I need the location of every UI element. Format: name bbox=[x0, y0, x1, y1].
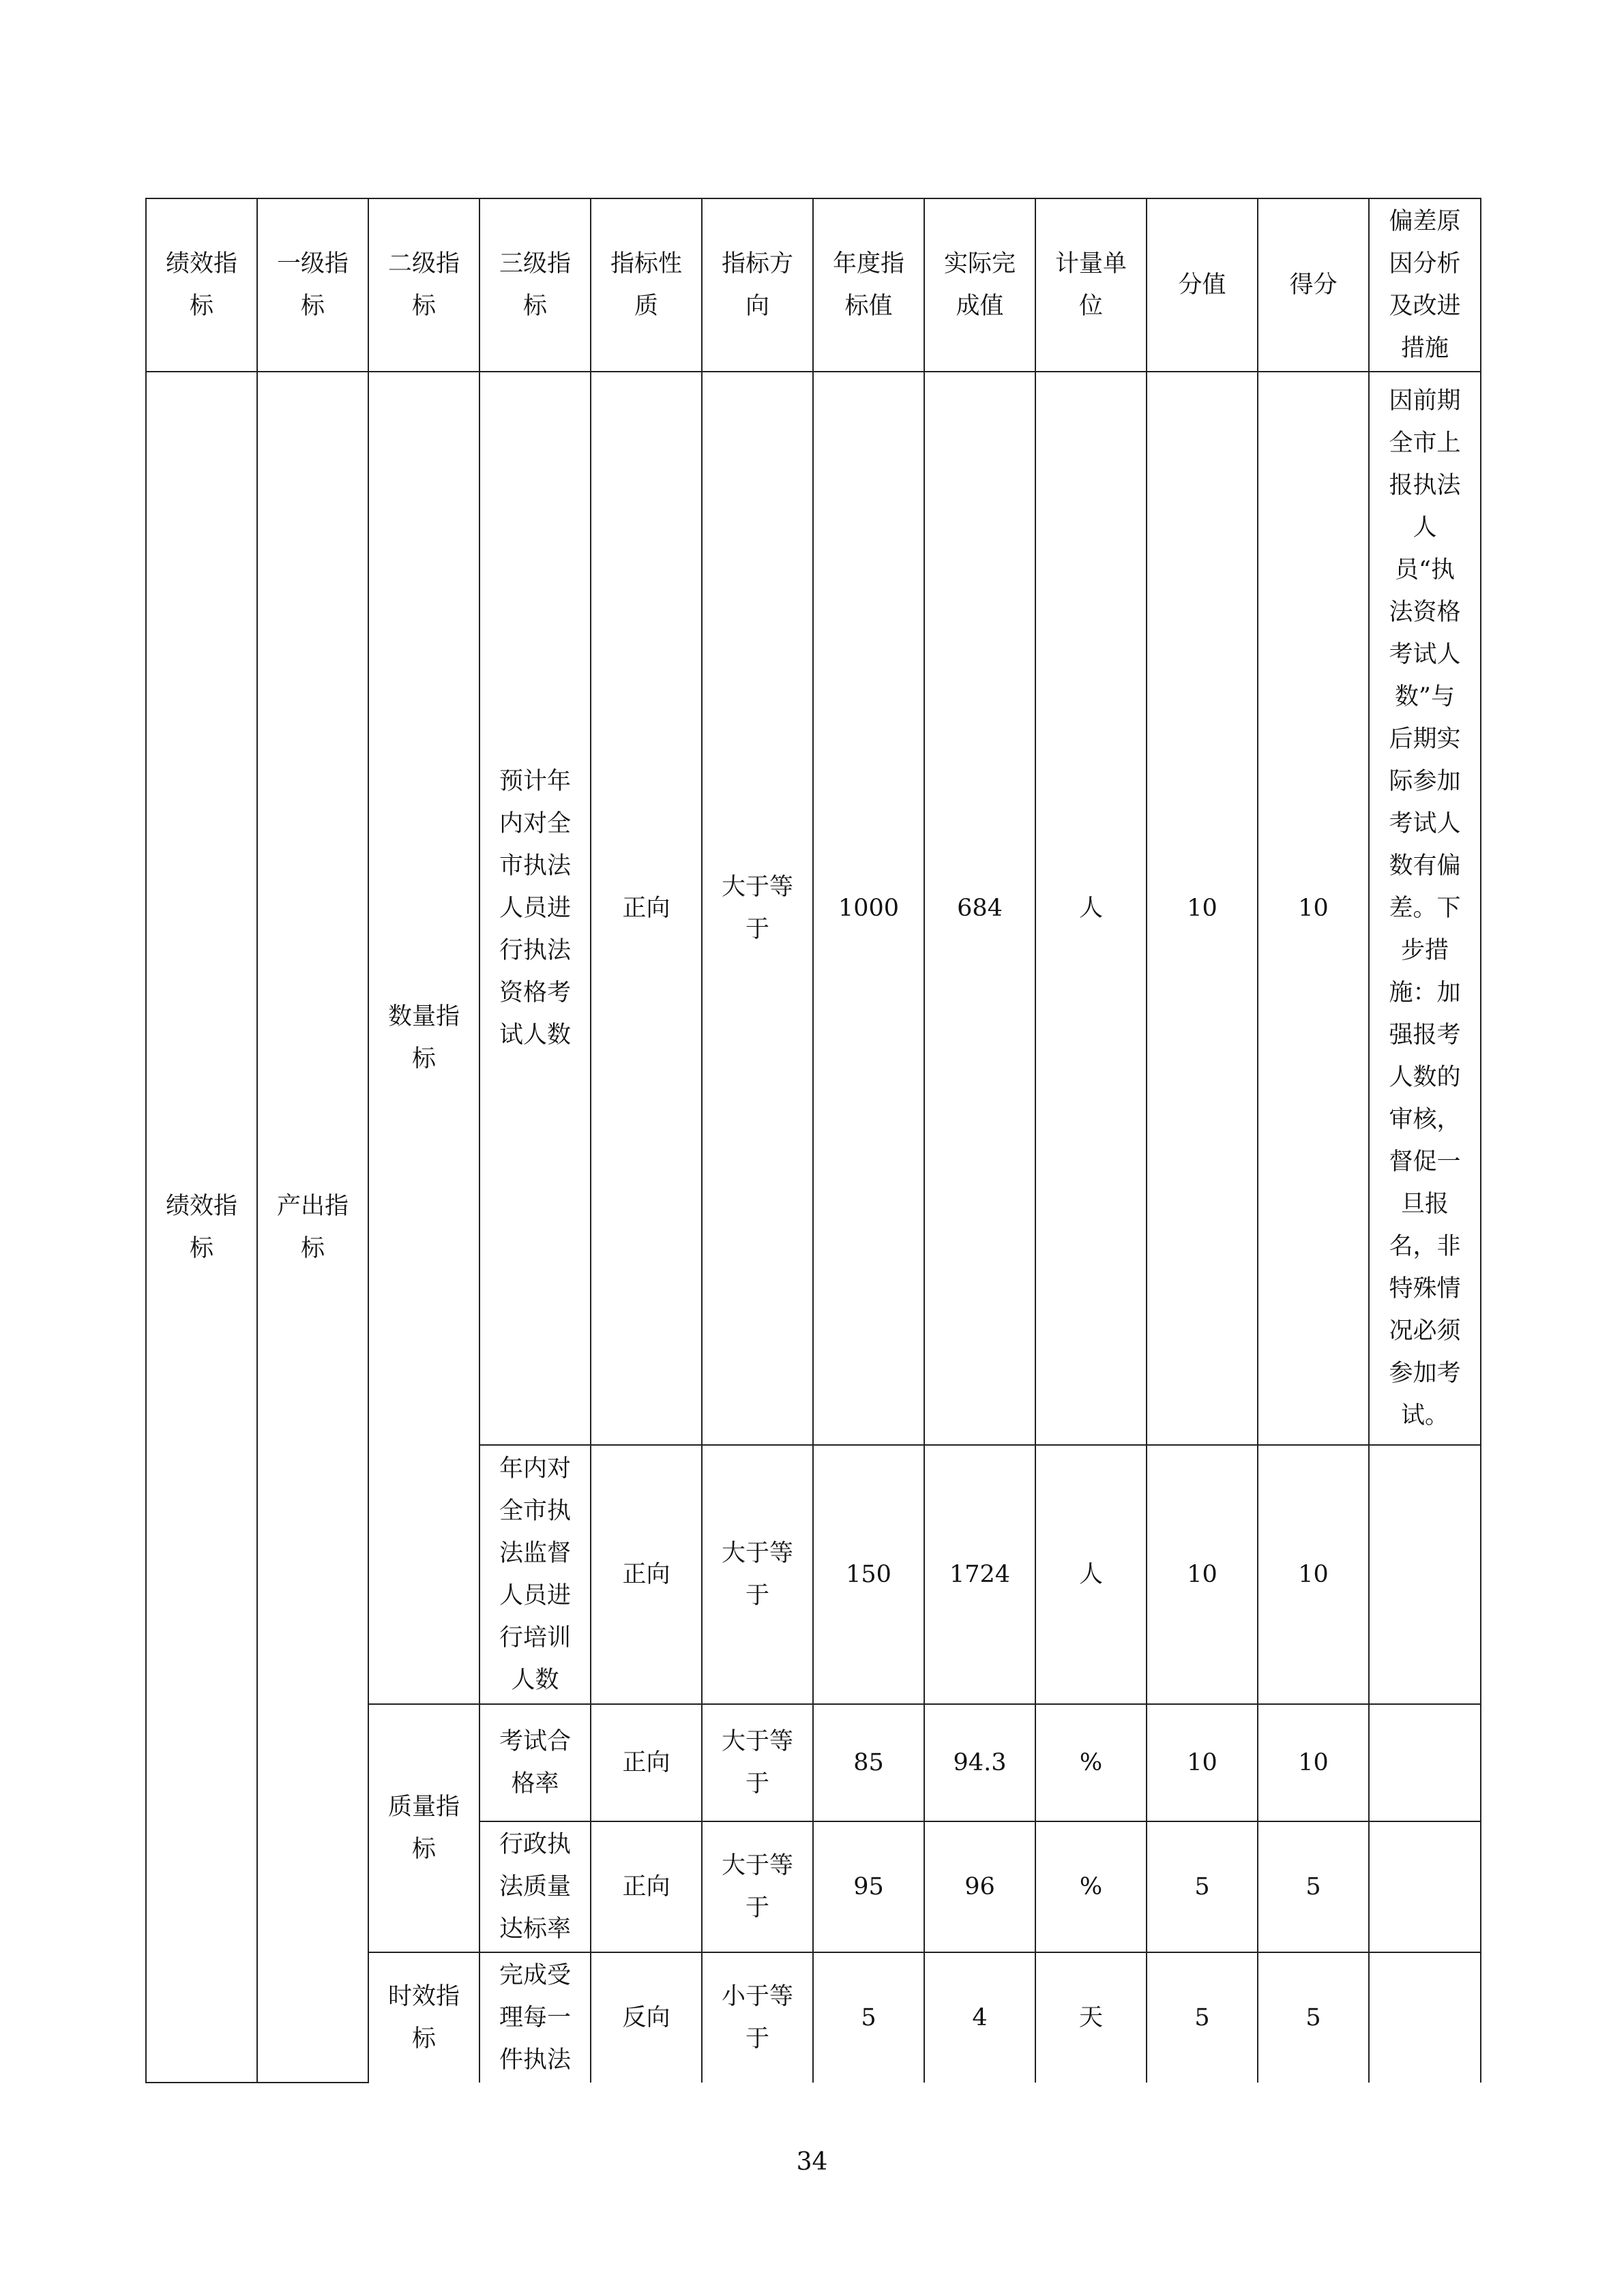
indicator-remark: 因前期全市上报执法人员“执法资格考试人数”与后期实际参加考试人数有偏差。下步措施：加强报考人数的审核，督促一旦报名，非特殊情况必须参加考试。 bbox=[1369, 372, 1481, 1445]
indicator-name: 完成受理每一件执法 bbox=[479, 1952, 591, 2083]
header-cell: 指标方向 bbox=[702, 198, 813, 372]
indicator-nature: 正向 bbox=[591, 1821, 702, 1952]
indicator-actual: 1724 bbox=[924, 1445, 1035, 1704]
indicator-score: 10 bbox=[1258, 1704, 1369, 1821]
indicator-target: 95 bbox=[813, 1821, 924, 1952]
level1-cell: 产出指标 bbox=[257, 372, 368, 2083]
indicator-score-value: 10 bbox=[1147, 1704, 1258, 1821]
indicator-score-value: 10 bbox=[1147, 1445, 1258, 1704]
indicator-score: 10 bbox=[1258, 1445, 1369, 1704]
indicator-name: 预计年内对全市执法人员进行执法资格考试人数 bbox=[479, 372, 591, 1445]
header-row bbox=[146, 198, 1481, 372]
indicator-nature: 正向 bbox=[591, 1704, 702, 1821]
indicator-unit: 人 bbox=[1035, 372, 1147, 1445]
indicator-score-value: 5 bbox=[1147, 1952, 1258, 2083]
indicator-unit: % bbox=[1035, 1704, 1147, 1821]
page-number: 34 bbox=[796, 2148, 828, 2176]
group-quantity-cell: 数量指标 bbox=[368, 372, 479, 1704]
group-quality-cell: 质量指标 bbox=[368, 1704, 479, 1952]
indicator-direction: 小于等于 bbox=[702, 1952, 813, 2083]
indicator-target: 5 bbox=[813, 1952, 924, 2083]
indicator-target: 85 bbox=[813, 1704, 924, 1821]
indicator-score: 10 bbox=[1258, 372, 1369, 1445]
indicator-name: 行政执法质量达标率 bbox=[479, 1821, 591, 1952]
indicator-direction: 大于等于 bbox=[702, 1704, 813, 1821]
indicator-score-value: 10 bbox=[1147, 372, 1258, 1445]
header-cell: 二级指标 bbox=[368, 198, 479, 372]
header-cell: 绩效指标 bbox=[146, 198, 257, 372]
table-row bbox=[146, 372, 1481, 1445]
header-cell: 一级指标 bbox=[257, 198, 368, 372]
indicator-direction: 大于等于 bbox=[702, 372, 813, 1445]
indicator-score: 5 bbox=[1258, 1952, 1369, 2083]
header-cell: 分值 bbox=[1147, 198, 1258, 372]
indicator-actual: 684 bbox=[924, 372, 1035, 1445]
header-cell: 计量单位 bbox=[1035, 198, 1147, 372]
indicator-remark bbox=[1369, 1704, 1481, 1821]
header-cell: 年度指标值 bbox=[813, 198, 924, 372]
header-cell: 偏差原因分析及改进措施 bbox=[1369, 198, 1481, 372]
indicator-score-value: 5 bbox=[1147, 1821, 1258, 1952]
indicator-remark bbox=[1369, 1821, 1481, 1952]
level0-cell: 绩效指标 bbox=[146, 372, 257, 2083]
indicator-unit: % bbox=[1035, 1821, 1147, 1952]
indicator-name: 年内对全市执法监督人员进行培训人数 bbox=[479, 1445, 591, 1704]
indicator-remark bbox=[1369, 1952, 1481, 2083]
indicator-target: 1000 bbox=[813, 372, 924, 1445]
indicator-target: 150 bbox=[813, 1445, 924, 1704]
indicator-nature: 正向 bbox=[591, 1445, 702, 1704]
indicator-unit: 天 bbox=[1035, 1952, 1147, 2083]
indicator-direction: 大于等于 bbox=[702, 1445, 813, 1704]
header-cell: 指标性质 bbox=[591, 198, 702, 372]
indicator-unit: 人 bbox=[1035, 1445, 1147, 1704]
indicator-name: 考试合格率 bbox=[479, 1704, 591, 1821]
header-cell: 得分 bbox=[1258, 198, 1369, 372]
indicator-actual: 4 bbox=[924, 1952, 1035, 2083]
indicator-score: 5 bbox=[1258, 1821, 1369, 1952]
indicator-nature: 反向 bbox=[591, 1952, 702, 2083]
indicator-actual: 94.3 bbox=[924, 1704, 1035, 1821]
indicator-direction: 大于等于 bbox=[702, 1821, 813, 1952]
performance-indicator-table bbox=[145, 198, 1481, 2083]
indicator-actual: 96 bbox=[924, 1821, 1035, 1952]
header-cell: 实际完成值 bbox=[924, 198, 1035, 372]
indicator-nature: 正向 bbox=[591, 372, 702, 1445]
group-timeliness-cell: 时效指标 bbox=[368, 1952, 479, 2083]
indicator-remark bbox=[1369, 1445, 1481, 1704]
header-cell: 三级指标 bbox=[479, 198, 591, 372]
